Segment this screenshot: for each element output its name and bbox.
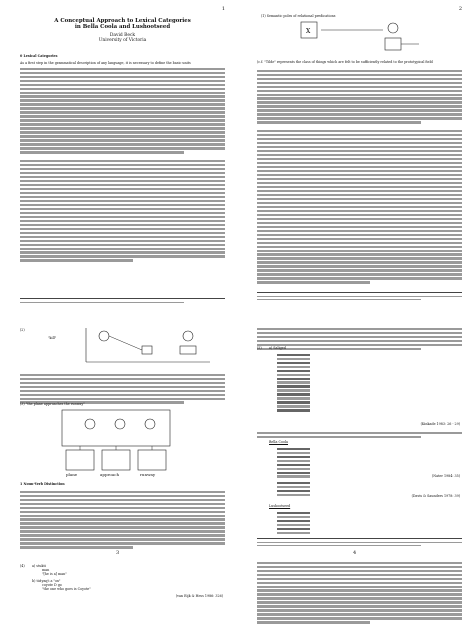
page-number: 2 [458, 6, 462, 12]
diagram-top-frame [62, 410, 170, 446]
example-4-label: (4) [20, 564, 25, 568]
text-lines-3 [257, 560, 462, 625]
section-heading: 1 Noun-Verb Distinction [20, 482, 65, 486]
footnote [20, 298, 225, 305]
page-3 [0, 316, 237, 632]
page-1 [0, 0, 237, 316]
example-5-label: (5) [257, 346, 262, 350]
page-4 [237, 316, 474, 632]
kill-result-circle [183, 331, 193, 341]
figure-rect [385, 38, 401, 50]
example-4b-gloss: coyote D go [42, 582, 62, 587]
diagram-circle-1 [85, 419, 95, 429]
kill-agent-circle [99, 331, 109, 341]
language-bella-coola: Bella Coola [269, 440, 289, 444]
plane-box [66, 450, 94, 470]
intro-line: As a first step in the grammatical description of any language, it is necessary to define the basic units [20, 61, 191, 65]
paper-subtitle: in Bella Coola and Lushootseed [74, 24, 171, 30]
kill-result-box [180, 346, 196, 354]
footnote [257, 538, 462, 548]
diagram-circle-3 [145, 419, 155, 429]
relational-predication-figure [297, 18, 427, 56]
text-lines [20, 372, 225, 405]
affiliation: University of Victoria [98, 38, 147, 43]
text-lines [20, 489, 225, 550]
plane-runway-diagram [60, 408, 180, 478]
example-6-lines [277, 446, 337, 479]
example-6-source: (Nater 1984: 35) [431, 474, 460, 478]
example-2-label: (2) [20, 328, 25, 332]
example-3-label: (3) "the plane approaches the runway" [20, 402, 85, 406]
example-4b-translation: "the one who goes is Coyote" [42, 587, 91, 592]
example-4b: b) ti#yaq'i a "ox" [32, 578, 61, 583]
example-4a-translation: "[he is a] man" [42, 572, 67, 577]
runway-label: runway [140, 472, 156, 477]
page-number: 4 [353, 550, 357, 556]
example-5-source: (Kinkade 1983: 26 - 29) [420, 422, 460, 426]
language-lushootseed: Lushootseed [269, 504, 291, 508]
figure-circle [388, 23, 398, 33]
figure-box-label: X [306, 28, 311, 35]
approach-label: approach [100, 472, 120, 477]
example-5a: a) Saliged [269, 346, 286, 350]
example-4a-gloss: man [42, 568, 50, 573]
footnote [257, 292, 462, 302]
figure-1-label: (1) Semantic poles of relational predications [261, 14, 336, 18]
text-lines [20, 66, 225, 263]
example-6b-source: (Davis & Saunders 1978: 39) [411, 494, 460, 498]
body-text [20, 61, 225, 65]
block-text-intro: (c.f. "Tilde" represents the class of things which are felt to be sufficiently related to the prototypical field [257, 60, 433, 64]
page-2 [237, 0, 474, 316]
example-source: (van Eijk & Hess 1986: 326) [175, 594, 223, 598]
example-7-lines [277, 510, 337, 536]
section-heading: 0 Lexical Categories [20, 54, 58, 58]
text-lines-2 [257, 430, 462, 440]
kill-diagram [80, 322, 220, 368]
author: David Beck [109, 33, 136, 38]
paper-title: A Conceptual Approach to Lexical Categories [54, 18, 191, 24]
example-4-block [32, 564, 91, 591]
title-block [20, 18, 225, 43]
page-number: 3 [116, 550, 120, 556]
example-5-lines [277, 352, 337, 413]
example-4a: a) stukti [32, 564, 46, 568]
kill-arrow [109, 336, 142, 350]
plane-label: plane [66, 472, 78, 477]
page-number: 1 [221, 6, 225, 12]
diagram-circle-2 [115, 419, 125, 429]
text-lines [257, 326, 462, 352]
runway-box [138, 450, 166, 470]
approach-box [102, 450, 130, 470]
example-2-word: "kill" [48, 336, 57, 340]
example-6b-lines [277, 480, 337, 498]
kill-patient-box [142, 346, 152, 354]
text-lines [257, 68, 462, 285]
